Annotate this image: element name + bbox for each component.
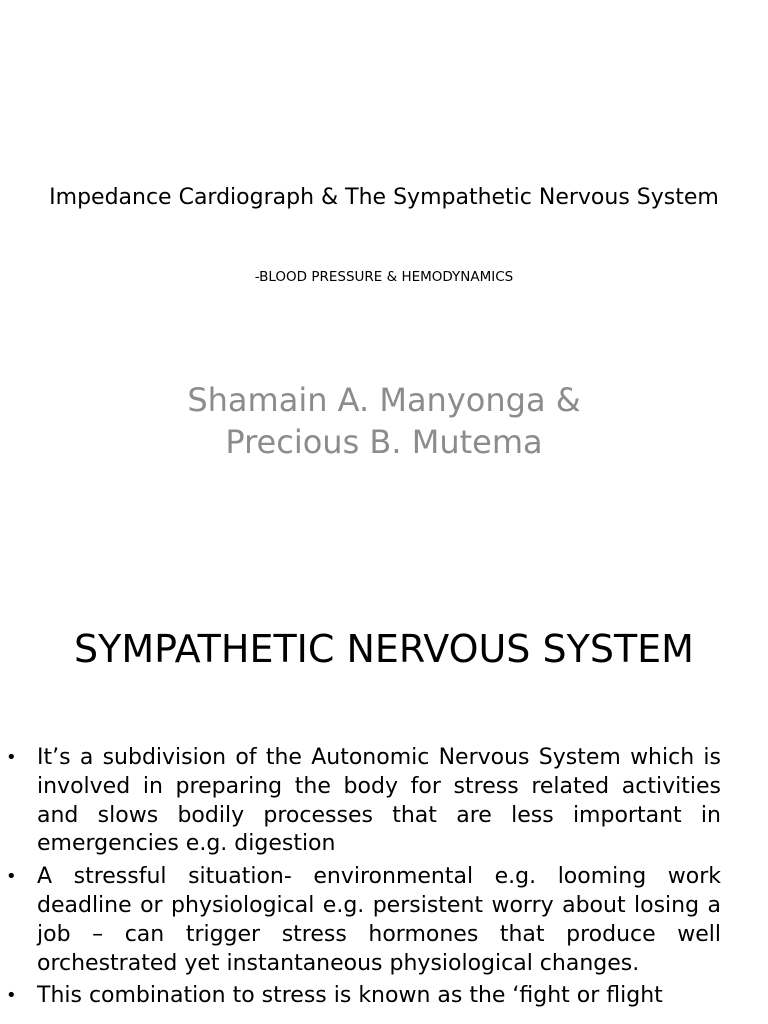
section-heading: SYMPATHETIC NERVOUS SYSTEM [74, 627, 694, 671]
bullet-text: This combination to stress is known as the ‘fight or flight [37, 983, 663, 1009]
bullet-marker: • [6, 985, 17, 1007]
slide-title: Impedance Cardiograph & The Sympathetic Nervous System [49, 185, 719, 210]
authors-line-1: Shamain A. Manyonga & [187, 381, 581, 419]
bullet-item [0, 982, 768, 1011]
authors [40, 379, 728, 463]
slide-subtitle: -BLOOD PRESSURE & HEMODYNAMICS [254, 269, 514, 285]
authors-line-2: Precious B. Mutema [225, 423, 543, 461]
bullet-list [0, 744, 768, 1015]
bullet-text: It’s a subdivision of the Autonomic Nervous System which is involved in preparing the body for stress related activities and slows bodily processes that are less important in emergencies e.g. digestion [37, 745, 721, 857]
bullet-item [0, 863, 768, 978]
bullet-marker: • [6, 866, 17, 888]
bullet-item [0, 744, 768, 859]
bullet-text: A stressful situation- environmental e.g. looming work deadline or physiological e.g. persistent worry about losing a job – can trigger stress hormones that produce well orchestrated yet instantaneous physiological changes. [37, 864, 721, 976]
bullet-marker: • [6, 747, 17, 768]
